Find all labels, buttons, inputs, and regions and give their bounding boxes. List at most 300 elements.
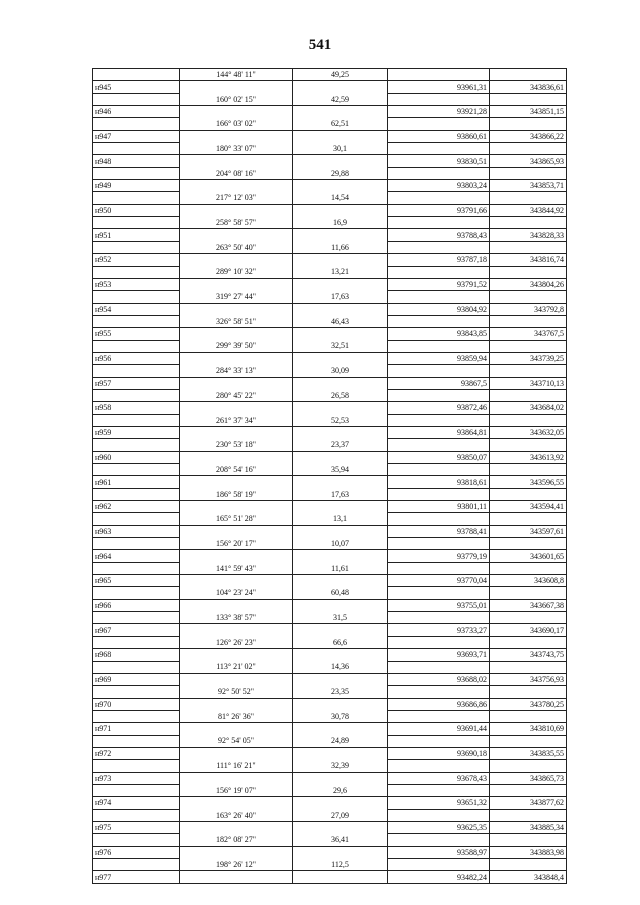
point-id-cell: н954 [93, 303, 180, 315]
segment-row [93, 538, 567, 550]
empty-cell [180, 649, 293, 661]
direction-angle-cell: 289° 10' 32" [180, 266, 293, 278]
empty-cell [180, 599, 293, 611]
empty-cell [388, 93, 490, 105]
point-row [93, 155, 567, 167]
empty-cell [180, 81, 293, 93]
empty-cell [293, 550, 388, 562]
y-coordinate-cell: 343844,92 [490, 204, 567, 216]
point-id-cell: н961 [93, 476, 180, 488]
empty-cell [293, 525, 388, 537]
empty-cell [180, 525, 293, 537]
empty-cell [388, 636, 490, 648]
segment-row [93, 118, 567, 130]
empty-cell [388, 291, 490, 303]
y-coordinate-cell: 343756,93 [490, 673, 567, 685]
segment-row [93, 143, 567, 155]
point-id-cell: н947 [93, 130, 180, 142]
point-row [93, 575, 567, 587]
y-coordinate-cell: 343596,55 [490, 476, 567, 488]
empty-cell [490, 834, 567, 846]
direction-angle-cell: 141° 59' 43" [180, 562, 293, 574]
point-row [93, 303, 567, 315]
segment-row [93, 513, 567, 525]
empty-cell [490, 315, 567, 327]
segment-length-cell: 11,66 [293, 241, 388, 253]
x-coordinate-cell: 93788,41 [388, 525, 490, 537]
direction-angle-cell: 156° 20' 17" [180, 538, 293, 550]
segment-row [93, 686, 567, 698]
empty-cell [293, 303, 388, 315]
direction-angle-cell: 163° 26' 40" [180, 809, 293, 821]
empty-cell [388, 340, 490, 352]
empty-cell [180, 624, 293, 636]
empty-cell [490, 809, 567, 821]
empty-cell [180, 254, 293, 266]
segment-length-cell: 23,35 [293, 686, 388, 698]
empty-cell [490, 488, 567, 500]
empty-cell [293, 106, 388, 118]
empty-cell [180, 772, 293, 784]
point-id-cell: н955 [93, 328, 180, 340]
segment-row [93, 562, 567, 574]
point-id-cell: н976 [93, 846, 180, 858]
empty-cell [388, 859, 490, 871]
empty-cell [293, 846, 388, 858]
empty-cell [180, 229, 293, 241]
empty-cell [490, 93, 567, 105]
empty-cell [388, 562, 490, 574]
segment-length-cell: 62,51 [293, 118, 388, 130]
point-id-cell: н958 [93, 402, 180, 414]
empty-cell [490, 784, 567, 796]
direction-angle-cell: 180° 33' 07" [180, 143, 293, 155]
empty-cell [490, 859, 567, 871]
point-id-cell: н960 [93, 451, 180, 463]
point-row [93, 698, 567, 710]
empty-cell [490, 291, 567, 303]
empty-cell [388, 809, 490, 821]
direction-angle-cell: 258° 58' 57" [180, 217, 293, 229]
direction-angle-cell: 182° 08' 27" [180, 834, 293, 846]
y-coordinate-cell: 343684,02 [490, 402, 567, 414]
empty-cell [388, 143, 490, 155]
empty-cell [388, 414, 490, 426]
empty-cell [93, 488, 180, 500]
segment-row [93, 735, 567, 747]
segment-length-cell: 30,1 [293, 143, 388, 155]
x-coordinate-cell: 93961,31 [388, 81, 490, 93]
segment-row [93, 488, 567, 500]
point-id-cell: н971 [93, 723, 180, 735]
empty-cell [490, 217, 567, 229]
empty-cell [388, 439, 490, 451]
point-row [93, 797, 567, 809]
point-id-cell: н962 [93, 501, 180, 513]
x-coordinate-cell: 93859,94 [388, 352, 490, 364]
point-id-cell: н966 [93, 599, 180, 611]
x-coordinate-cell: 93625,35 [388, 821, 490, 833]
x-coordinate-cell: 93770,04 [388, 575, 490, 587]
direction-angle-cell: 280° 45' 22" [180, 389, 293, 401]
direction-angle-cell: 81° 26' 36" [180, 710, 293, 722]
direction-angle-cell: 326° 58' 51" [180, 315, 293, 327]
empty-cell [93, 859, 180, 871]
segment-length-cell: 24,89 [293, 735, 388, 747]
empty-cell [180, 550, 293, 562]
empty-cell [293, 673, 388, 685]
y-coordinate-cell: 343866,22 [490, 130, 567, 142]
empty-cell [180, 797, 293, 809]
empty-cell [93, 167, 180, 179]
empty-cell [293, 204, 388, 216]
empty-cell [490, 143, 567, 155]
point-row [93, 821, 567, 833]
empty-cell [293, 328, 388, 340]
empty-cell [388, 217, 490, 229]
segment-row [93, 439, 567, 451]
point-id-cell: н970 [93, 698, 180, 710]
y-coordinate-cell: 343835,55 [490, 747, 567, 759]
segment-length-cell: 13,1 [293, 513, 388, 525]
empty-cell [293, 130, 388, 142]
empty-cell [180, 204, 293, 216]
direction-angle-cell: 217° 12' 03" [180, 192, 293, 204]
point-row [93, 328, 567, 340]
direction-angle-cell: 261° 37' 34" [180, 414, 293, 426]
y-coordinate-cell: 343690,17 [490, 624, 567, 636]
empty-cell [388, 389, 490, 401]
segment-length-cell: 26,58 [293, 389, 388, 401]
segment-length-cell: 46,43 [293, 315, 388, 327]
segment-row [93, 859, 567, 871]
x-coordinate-cell: 93791,52 [388, 278, 490, 290]
point-row [93, 501, 567, 513]
point-row [93, 649, 567, 661]
y-coordinate-cell: 343792,8 [490, 303, 567, 315]
y-coordinate-cell: 343804,26 [490, 278, 567, 290]
segment-row [93, 587, 567, 599]
empty-cell [490, 414, 567, 426]
empty-cell [388, 784, 490, 796]
x-coordinate-cell: 93755,01 [388, 599, 490, 611]
empty-cell [293, 402, 388, 414]
direction-angle-cell: 319° 27' 44" [180, 291, 293, 303]
empty-cell [180, 278, 293, 290]
empty-cell [93, 784, 180, 796]
x-coordinate-cell: 93686,86 [388, 698, 490, 710]
empty-cell [490, 686, 567, 698]
empty-cell [293, 575, 388, 587]
empty-cell [388, 315, 490, 327]
segment-length-cell: 32,51 [293, 340, 388, 352]
y-coordinate-cell: 343739,25 [490, 352, 567, 364]
segment-length-cell: 11,61 [293, 562, 388, 574]
x-coordinate-cell: 93733,27 [388, 624, 490, 636]
empty-cell [490, 760, 567, 772]
segment-row [93, 266, 567, 278]
segment-length-cell: 29,88 [293, 167, 388, 179]
empty-cell [388, 710, 490, 722]
empty-cell [93, 834, 180, 846]
empty-cell [180, 501, 293, 513]
direction-angle-cell: 126° 26' 23" [180, 636, 293, 648]
empty-cell [93, 266, 180, 278]
point-id-cell: н969 [93, 673, 180, 685]
point-id-cell: н964 [93, 550, 180, 562]
segment-length-cell: 30,78 [293, 710, 388, 722]
segment-length-cell: 13,21 [293, 266, 388, 278]
empty-cell [293, 599, 388, 611]
coordinates-table-body [93, 69, 567, 884]
empty-cell [180, 821, 293, 833]
segment-row [93, 192, 567, 204]
y-coordinate-cell: 343601,65 [490, 550, 567, 562]
point-id-cell: н953 [93, 278, 180, 290]
segment-row [93, 167, 567, 179]
direction-angle-cell: 186° 58' 19" [180, 488, 293, 500]
segment-row [93, 69, 567, 81]
y-coordinate-cell: 343883,98 [490, 846, 567, 858]
point-row [93, 278, 567, 290]
segment-length-cell: 31,5 [293, 612, 388, 624]
x-coordinate-cell: 93872,46 [388, 402, 490, 414]
empty-cell [490, 513, 567, 525]
direction-angle-cell: 208° 54' 16" [180, 464, 293, 476]
point-id-cell: н973 [93, 772, 180, 784]
segment-row [93, 464, 567, 476]
empty-cell [93, 143, 180, 155]
point-row [93, 747, 567, 759]
segment-row [93, 612, 567, 624]
empty-cell [293, 797, 388, 809]
x-coordinate-cell: 93801,11 [388, 501, 490, 513]
empty-cell [93, 291, 180, 303]
y-coordinate-cell: 343877,62 [490, 797, 567, 809]
empty-cell [93, 93, 180, 105]
x-coordinate-cell: 93921,28 [388, 106, 490, 118]
x-coordinate-cell: 93864,81 [388, 426, 490, 438]
x-coordinate-cell: 93791,66 [388, 204, 490, 216]
point-row [93, 772, 567, 784]
empty-cell [490, 710, 567, 722]
empty-cell [293, 821, 388, 833]
empty-cell [180, 575, 293, 587]
point-id-cell: н974 [93, 797, 180, 809]
empty-cell [388, 513, 490, 525]
empty-cell [293, 254, 388, 266]
empty-cell [293, 871, 388, 883]
x-coordinate-cell: 93850,07 [388, 451, 490, 463]
empty-cell [490, 636, 567, 648]
segment-row [93, 809, 567, 821]
empty-cell [388, 538, 490, 550]
direction-angle-cell: 92° 54' 05" [180, 735, 293, 747]
segment-length-cell: 30,09 [293, 365, 388, 377]
segment-row [93, 291, 567, 303]
empty-cell [490, 661, 567, 673]
empty-cell [388, 118, 490, 130]
point-id-cell: н951 [93, 229, 180, 241]
empty-cell [293, 278, 388, 290]
empty-cell [93, 414, 180, 426]
x-coordinate-cell: 93482,24 [388, 871, 490, 883]
direction-angle-cell: 92° 50' 52" [180, 686, 293, 698]
empty-cell [93, 636, 180, 648]
empty-cell [180, 698, 293, 710]
segment-length-cell: 23,37 [293, 439, 388, 451]
empty-cell [388, 464, 490, 476]
y-coordinate-cell: 343632,05 [490, 426, 567, 438]
segment-row [93, 315, 567, 327]
direction-angle-cell: 160° 02' 15" [180, 93, 293, 105]
empty-cell [490, 340, 567, 352]
x-coordinate-cell: 93830,51 [388, 155, 490, 167]
empty-cell [293, 426, 388, 438]
segment-length-cell: 14,54 [293, 192, 388, 204]
direction-angle-cell: 104° 23' 24" [180, 587, 293, 599]
empty-cell [180, 377, 293, 389]
point-row [93, 871, 567, 883]
point-row [93, 180, 567, 192]
point-id-cell: н972 [93, 747, 180, 759]
segment-row [93, 241, 567, 253]
empty-cell [93, 192, 180, 204]
empty-cell [388, 266, 490, 278]
y-coordinate-cell: 343613,92 [490, 451, 567, 463]
empty-cell [388, 834, 490, 846]
direction-angle-cell: 144° 48' 11" [180, 69, 293, 81]
empty-cell [293, 180, 388, 192]
empty-cell [180, 426, 293, 438]
x-coordinate-cell: 93588,97 [388, 846, 490, 858]
empty-cell [180, 155, 293, 167]
y-coordinate-cell: 343853,71 [490, 180, 567, 192]
empty-cell [180, 106, 293, 118]
segment-length-cell: 27,09 [293, 809, 388, 821]
empty-cell [180, 303, 293, 315]
direction-angle-cell: 166° 03' 02" [180, 118, 293, 130]
x-coordinate-cell: 93867,5 [388, 377, 490, 389]
direction-angle-cell: 111° 16' 21" [180, 760, 293, 772]
point-row [93, 81, 567, 93]
segment-row [93, 636, 567, 648]
empty-cell [388, 661, 490, 673]
empty-cell [93, 217, 180, 229]
segment-row [93, 784, 567, 796]
empty-cell [388, 241, 490, 253]
x-coordinate-cell: 93818,61 [388, 476, 490, 488]
empty-cell [93, 809, 180, 821]
empty-cell [93, 389, 180, 401]
point-row [93, 377, 567, 389]
y-coordinate-cell: 343710,13 [490, 377, 567, 389]
point-id-cell: н956 [93, 352, 180, 364]
segment-length-cell: 49,25 [293, 69, 388, 81]
empty-cell [93, 69, 180, 81]
empty-cell [93, 315, 180, 327]
empty-cell [388, 735, 490, 747]
empty-cell [490, 562, 567, 574]
segment-row [93, 389, 567, 401]
segment-length-cell: 14,36 [293, 661, 388, 673]
empty-cell [293, 229, 388, 241]
point-row [93, 204, 567, 216]
segment-length-cell: 35,94 [293, 464, 388, 476]
empty-cell [490, 538, 567, 550]
empty-cell [490, 241, 567, 253]
direction-angle-cell: 263° 50' 40" [180, 241, 293, 253]
point-id-cell: н968 [93, 649, 180, 661]
segment-row [93, 414, 567, 426]
empty-cell [293, 155, 388, 167]
point-id-cell: н948 [93, 155, 180, 167]
point-row [93, 476, 567, 488]
empty-cell [293, 723, 388, 735]
x-coordinate-cell: 93693,71 [388, 649, 490, 661]
point-row [93, 550, 567, 562]
x-coordinate-cell: 93860,61 [388, 130, 490, 142]
segment-row [93, 710, 567, 722]
empty-cell [93, 365, 180, 377]
empty-cell [293, 698, 388, 710]
empty-cell [293, 451, 388, 463]
point-id-cell: н949 [93, 180, 180, 192]
empty-cell [490, 365, 567, 377]
empty-cell [388, 192, 490, 204]
segment-row [93, 93, 567, 105]
y-coordinate-cell: 343885,34 [490, 821, 567, 833]
direction-angle-cell: 230° 53' 18" [180, 439, 293, 451]
empty-cell [93, 464, 180, 476]
empty-cell [293, 377, 388, 389]
direction-angle-cell: 165° 51' 28" [180, 513, 293, 525]
empty-cell [180, 451, 293, 463]
point-row [93, 254, 567, 266]
segment-row [93, 365, 567, 377]
empty-cell [93, 686, 180, 698]
point-row [93, 525, 567, 537]
empty-cell [293, 501, 388, 513]
empty-cell [490, 167, 567, 179]
empty-cell [93, 760, 180, 772]
empty-cell [93, 118, 180, 130]
empty-cell [490, 439, 567, 451]
point-id-cell: н946 [93, 106, 180, 118]
x-coordinate-cell: 93779,19 [388, 550, 490, 562]
segment-row [93, 834, 567, 846]
segment-length-cell: 32,39 [293, 760, 388, 772]
point-row [93, 673, 567, 685]
y-coordinate-cell: 343851,15 [490, 106, 567, 118]
empty-cell [490, 587, 567, 599]
point-id-cell: н957 [93, 377, 180, 389]
point-id-cell: н975 [93, 821, 180, 833]
point-row [93, 106, 567, 118]
y-coordinate-cell: 343608,8 [490, 575, 567, 587]
direction-angle-cell: 204° 08' 16" [180, 167, 293, 179]
y-coordinate-cell: 343780,25 [490, 698, 567, 710]
x-coordinate-cell: 93804,92 [388, 303, 490, 315]
point-id-cell: н959 [93, 426, 180, 438]
empty-cell [180, 846, 293, 858]
point-id-cell: н952 [93, 254, 180, 266]
empty-cell [180, 352, 293, 364]
empty-cell [180, 130, 293, 142]
y-coordinate-cell: 343594,41 [490, 501, 567, 513]
empty-cell [388, 612, 490, 624]
point-row [93, 624, 567, 636]
